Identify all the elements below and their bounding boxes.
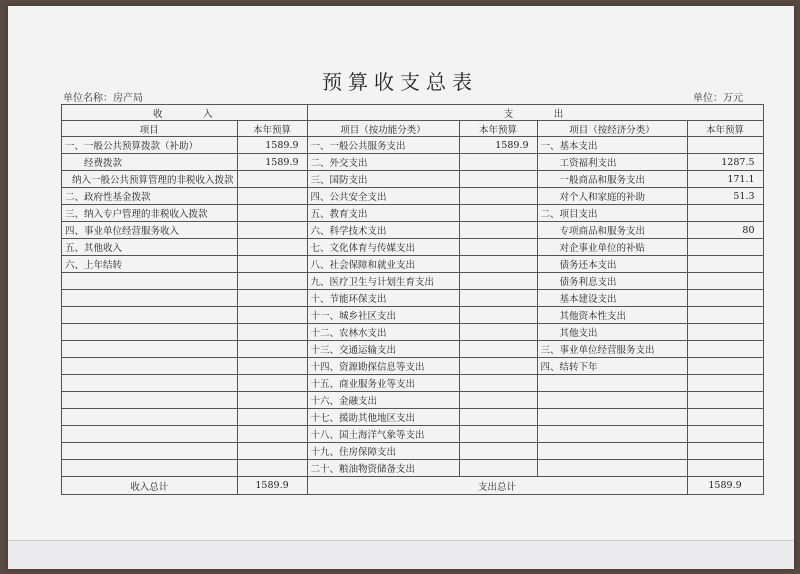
page-fold — [8, 540, 794, 569]
section-header-row — [62, 105, 764, 121]
income-budget-cell — [237, 460, 307, 477]
econ-budget-cell: 80 — [687, 222, 763, 239]
econ-budget-header: 本年预算 — [687, 121, 763, 137]
table-row — [62, 341, 764, 358]
income-budget-cell — [237, 222, 307, 239]
econ-budget-cell — [687, 358, 763, 375]
func-budget-cell — [459, 443, 537, 460]
income-budget-cell — [237, 324, 307, 341]
income-budget-cell — [237, 171, 307, 188]
income-item-cell: 三、纳入专户管理的非税收入拨款 — [62, 205, 238, 222]
income-budget-cell: 1589.9 — [237, 154, 307, 171]
econ-item-cell — [537, 392, 687, 409]
econ-budget-cell — [687, 239, 763, 256]
table-row — [62, 273, 764, 290]
income-item-cell: 四、事业单位经营服务收入 — [62, 222, 238, 239]
func-budget-cell — [459, 358, 537, 375]
table-row — [62, 460, 764, 477]
table-row — [62, 239, 764, 256]
func-item-cell: 二、外交支出 — [307, 154, 459, 171]
table-row — [62, 188, 764, 205]
budget-table — [61, 104, 764, 495]
document-title: 预算收支总表 — [322, 70, 478, 94]
expense-section-header: 支 出 — [307, 105, 763, 121]
table-row — [62, 154, 764, 171]
econ-budget-cell — [687, 205, 763, 222]
econ-item-cell: 二、项目支出 — [537, 205, 687, 222]
income-item-cell — [62, 358, 238, 375]
income-budget-cell — [237, 307, 307, 324]
totals-row — [62, 477, 764, 495]
econ-item-cell: 四、结转下年 — [537, 358, 687, 375]
econ-budget-cell — [687, 137, 763, 154]
func-budget-cell — [459, 239, 537, 256]
func-item-cell: 三、国防支出 — [307, 171, 459, 188]
func-budget-cell — [459, 290, 537, 307]
econ-budget-cell — [687, 426, 763, 443]
column-header-row — [62, 121, 764, 137]
func-budget-cell — [459, 188, 537, 205]
income-item-cell — [62, 443, 238, 460]
func-item-cell: 十、节能环保支出 — [307, 290, 459, 307]
income-budget-cell — [237, 273, 307, 290]
econ-budget-cell — [687, 460, 763, 477]
table-row — [62, 256, 764, 273]
table-row — [62, 171, 764, 188]
econ-budget-cell — [687, 273, 763, 290]
table-row — [62, 443, 764, 460]
income-item-cell — [62, 460, 238, 477]
table-row — [62, 205, 764, 222]
func-item-cell: 一、一般公共服务支出 — [307, 137, 459, 154]
income-item-cell — [62, 341, 238, 358]
func-item-cell: 二十、粮油物资储备支出 — [307, 460, 459, 477]
income-item-cell — [62, 392, 238, 409]
func-item-cell: 十六、金融支出 — [307, 392, 459, 409]
econ-item-cell — [537, 426, 687, 443]
func-budget-cell — [459, 324, 537, 341]
econ-item-cell: 一般商品和服务支出 — [537, 171, 687, 188]
expense-total-label: 支出总计 — [307, 477, 687, 495]
income-item-cell: 六、上年结转 — [62, 256, 238, 273]
income-budget-cell — [237, 290, 307, 307]
econ-budget-cell — [687, 341, 763, 358]
func-item-cell: 十三、交通运输支出 — [307, 341, 459, 358]
func-item-cell: 八、社会保障和就业支出 — [307, 256, 459, 273]
income-budget-cell — [237, 239, 307, 256]
func-item-cell: 十七、援助其他地区支出 — [307, 409, 459, 426]
income-item-cell — [62, 273, 238, 290]
income-budget-cell — [237, 443, 307, 460]
func-item-cell: 十五、商业服务业等支出 — [307, 375, 459, 392]
econ-item-cell — [537, 409, 687, 426]
func-budget-cell — [459, 205, 537, 222]
func-budget-cell — [459, 273, 537, 290]
income-total-label: 收入总计 — [62, 477, 238, 495]
func-item-header: 项目（按功能分类） — [307, 121, 459, 137]
econ-item-cell: 债务还本支出 — [537, 256, 687, 273]
income-budget-cell — [237, 205, 307, 222]
econ-budget-cell — [687, 290, 763, 307]
func-budget-cell — [459, 307, 537, 324]
income-item-cell — [62, 426, 238, 443]
income-item-cell — [62, 290, 238, 307]
income-item-cell: 经费拨款 — [62, 154, 238, 171]
income-budget-cell — [237, 358, 307, 375]
econ-item-cell: 债务利息支出 — [537, 273, 687, 290]
table-row — [62, 137, 764, 154]
income-budget-cell — [237, 392, 307, 409]
table-row — [62, 392, 764, 409]
income-item-cell — [62, 307, 238, 324]
income-item-cell: 一、一般公共预算拨款（补助） — [62, 137, 238, 154]
func-budget-cell — [459, 375, 537, 392]
func-budget-cell: 1589.9 — [459, 137, 537, 154]
table-row — [62, 307, 764, 324]
econ-item-cell: 工资福利支出 — [537, 154, 687, 171]
econ-budget-cell — [687, 409, 763, 426]
func-budget-cell — [459, 256, 537, 273]
table-row — [62, 290, 764, 307]
econ-item-cell: 一、基本支出 — [537, 137, 687, 154]
income-budget-cell — [237, 256, 307, 273]
table-row — [62, 375, 764, 392]
func-item-cell: 六、科学技术支出 — [307, 222, 459, 239]
econ-budget-cell — [687, 392, 763, 409]
econ-item-cell: 对企事业单位的补贴 — [537, 239, 687, 256]
table-row — [62, 358, 764, 375]
econ-item-cell: 对个人和家庭的补助 — [537, 188, 687, 205]
func-budget-header: 本年预算 — [459, 121, 537, 137]
income-item-cell — [62, 375, 238, 392]
econ-item-cell: 基本建设支出 — [537, 290, 687, 307]
func-budget-cell — [459, 460, 537, 477]
table-row — [62, 222, 764, 239]
income-budget-cell — [237, 341, 307, 358]
func-budget-cell — [459, 392, 537, 409]
func-item-cell: 五、教育支出 — [307, 205, 459, 222]
income-item-cell: 五、其他收入 — [62, 239, 238, 256]
econ-item-cell: 其他支出 — [537, 324, 687, 341]
econ-item-cell — [537, 460, 687, 477]
econ-budget-cell — [687, 443, 763, 460]
income-item-cell — [62, 409, 238, 426]
func-budget-cell — [459, 154, 537, 171]
econ-budget-cell: 171.1 — [687, 171, 763, 188]
func-budget-cell — [459, 426, 537, 443]
func-item-cell: 九、医疗卫生与计划生育支出 — [307, 273, 459, 290]
unit-currency: 单位：万元 — [693, 93, 743, 104]
func-budget-cell — [459, 409, 537, 426]
income-budget-header: 本年预算 — [237, 121, 307, 137]
func-item-cell: 十九、住房保障支出 — [307, 443, 459, 460]
func-budget-cell — [459, 341, 537, 358]
func-item-cell: 十四、资源勘探信息等支出 — [307, 358, 459, 375]
income-item-cell: 纳入一般公共预算管理的非税收入拨款 — [62, 171, 238, 188]
income-item-cell: 二、政府性基金拨款 — [62, 188, 238, 205]
unit-name: 单位名称：房产局 — [63, 93, 143, 104]
func-budget-cell — [459, 171, 537, 188]
econ-item-cell: 其他资本性支出 — [537, 307, 687, 324]
income-budget-cell — [237, 409, 307, 426]
econ-budget-cell — [687, 307, 763, 324]
table-row — [62, 426, 764, 443]
income-budget-cell — [237, 375, 307, 392]
econ-budget-cell — [687, 256, 763, 273]
func-budget-cell — [459, 222, 537, 239]
func-item-cell: 七、文化体育与传媒支出 — [307, 239, 459, 256]
econ-item-cell: 专项商品和服务支出 — [537, 222, 687, 239]
func-item-cell: 十二、农林水支出 — [307, 324, 459, 341]
expense-total-value: 1589.9 — [687, 477, 763, 495]
econ-budget-cell — [687, 324, 763, 341]
econ-budget-cell: 1287.5 — [687, 154, 763, 171]
income-budget-cell — [237, 426, 307, 443]
econ-budget-cell: 51.3 — [687, 188, 763, 205]
econ-item-cell: 三、事业单位经营服务支出 — [537, 341, 687, 358]
func-item-cell: 十八、国土海洋气象等支出 — [307, 426, 459, 443]
income-budget-cell — [237, 188, 307, 205]
income-item-header: 项目 — [62, 121, 238, 137]
income-budget-cell: 1589.9 — [237, 137, 307, 154]
income-item-cell — [62, 324, 238, 341]
econ-budget-cell — [687, 375, 763, 392]
table-row — [62, 409, 764, 426]
income-section-header: 收 入 — [62, 105, 308, 121]
econ-item-cell — [537, 375, 687, 392]
table-row — [62, 324, 764, 341]
income-total-value: 1589.9 — [237, 477, 307, 495]
func-item-cell: 四、公共安全支出 — [307, 188, 459, 205]
func-item-cell: 十一、城乡社区支出 — [307, 307, 459, 324]
econ-item-cell — [537, 443, 687, 460]
econ-item-header: 项目（按经济分类） — [537, 121, 687, 137]
